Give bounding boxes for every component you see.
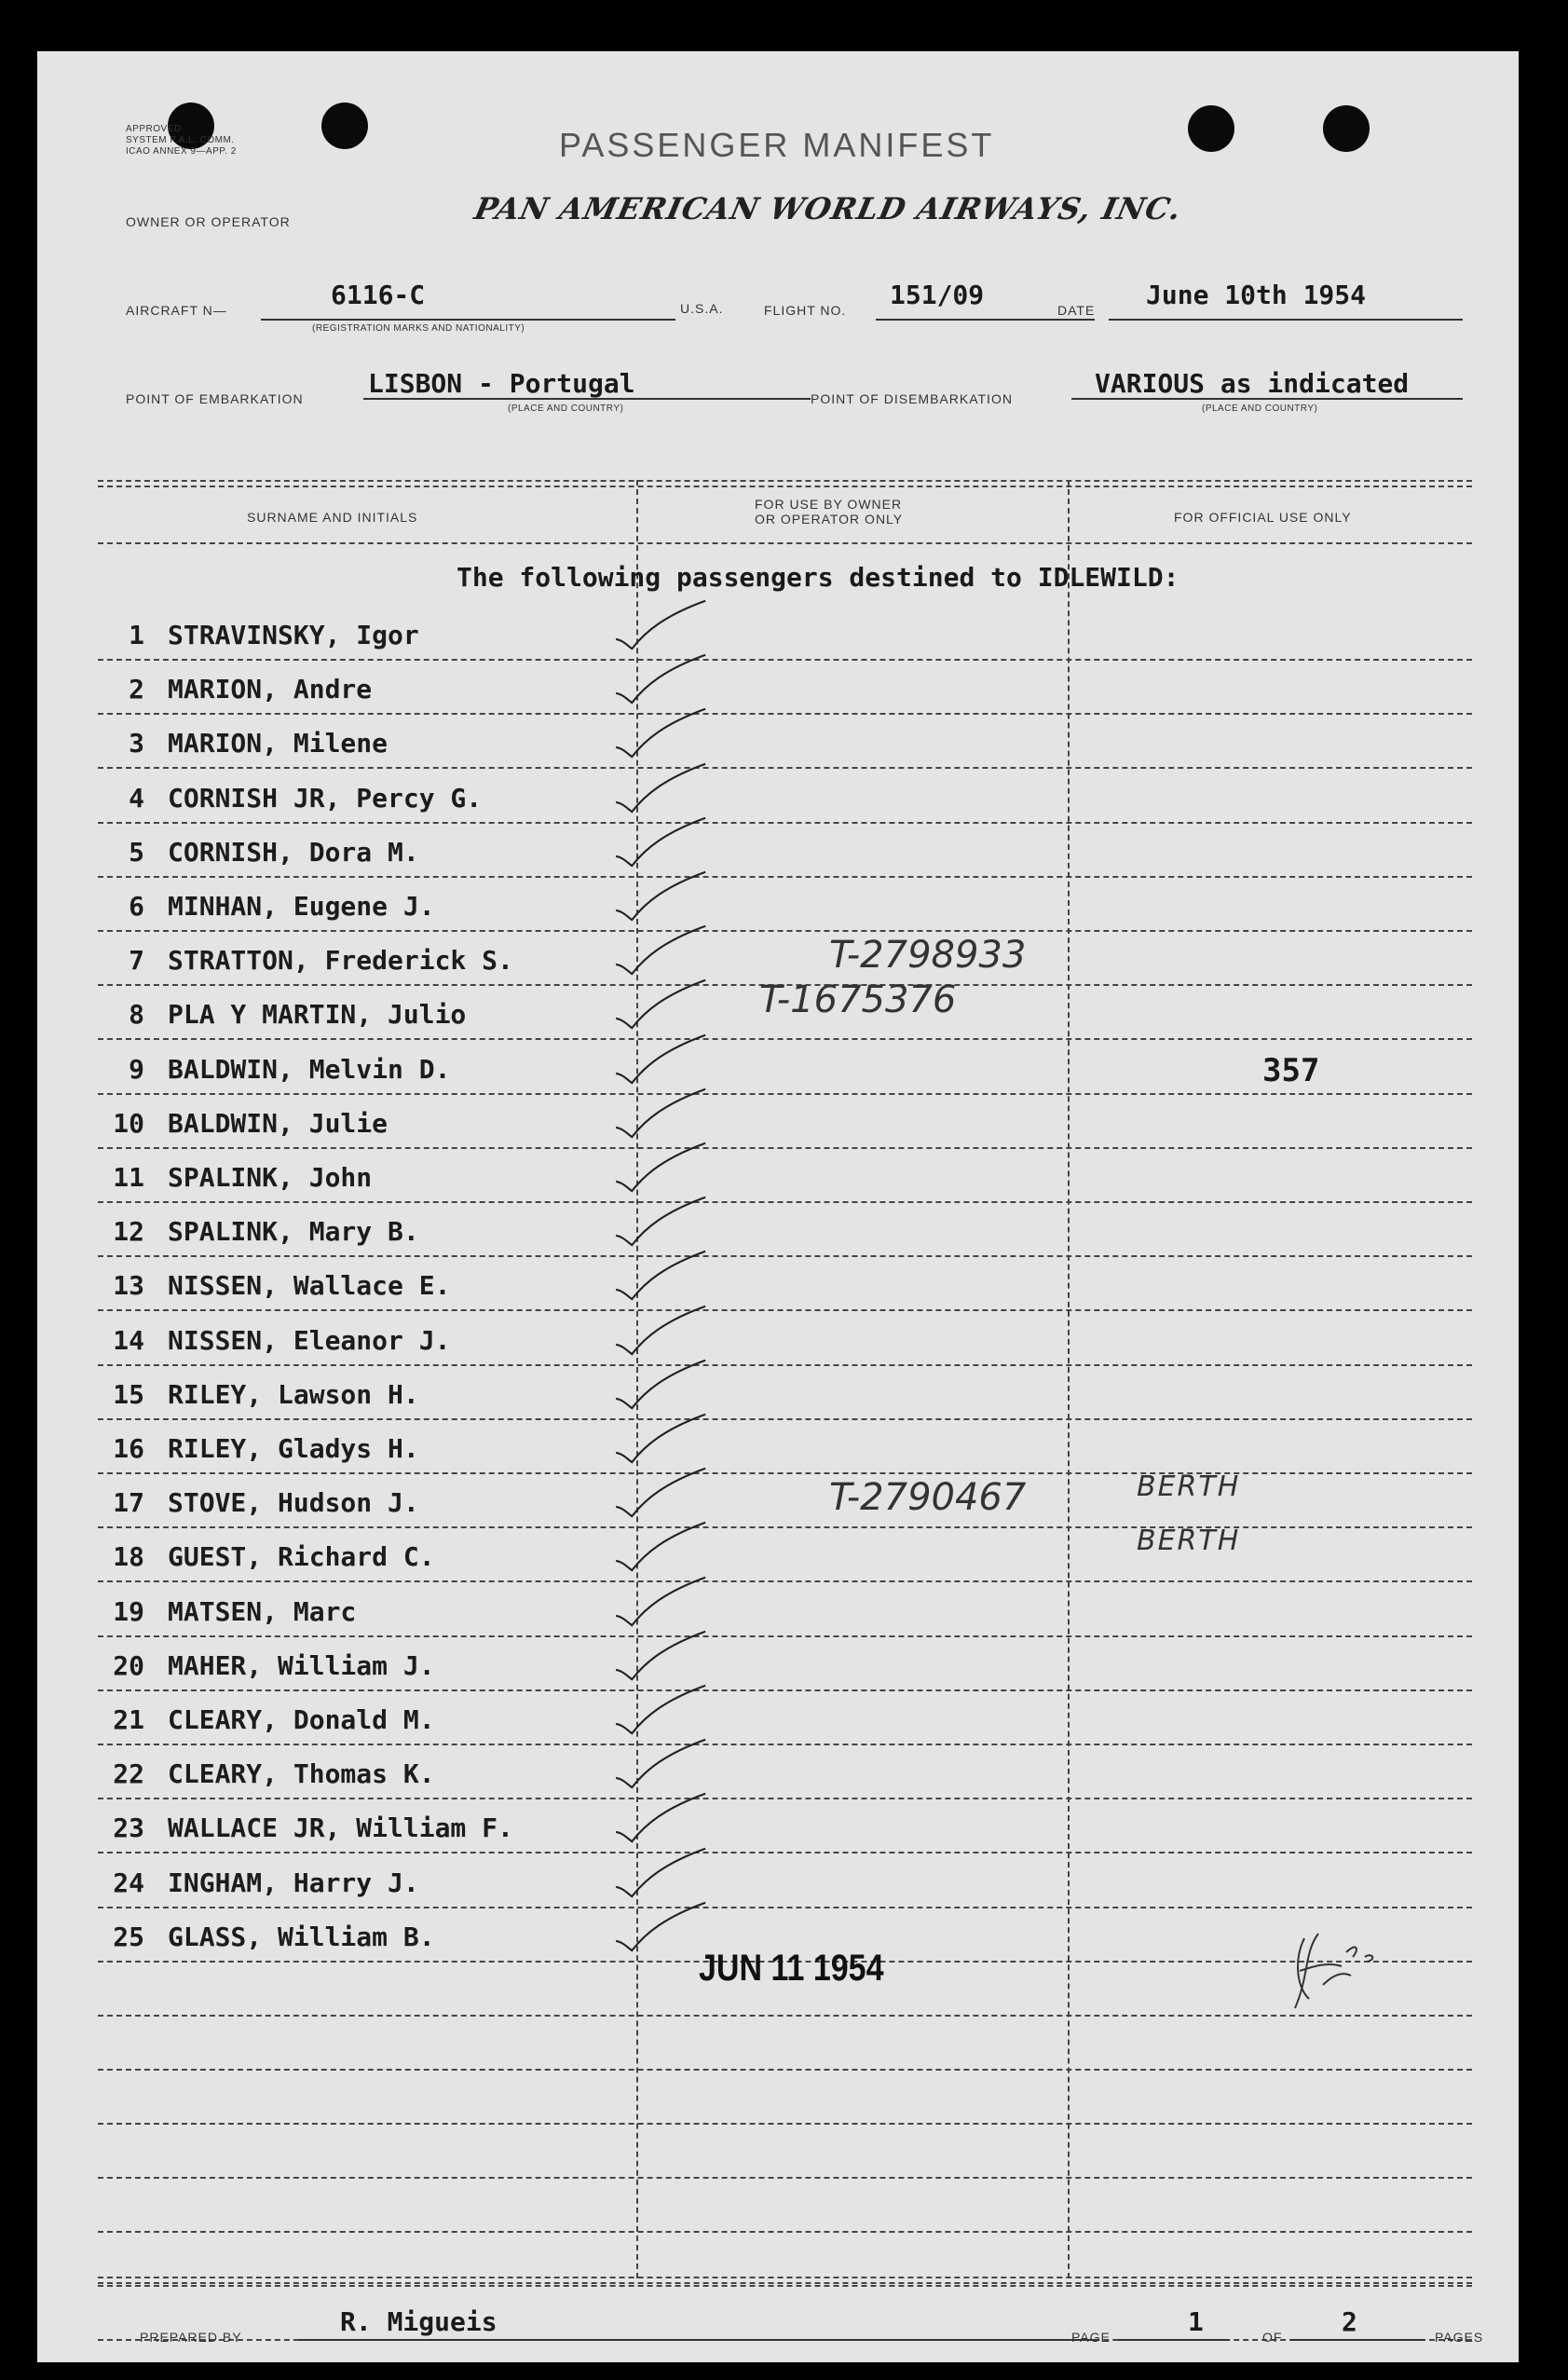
passenger-name: SPALINK, Mary B. (168, 1216, 419, 1247)
row-rule (98, 1744, 1472, 1745)
passenger-row (37, 718, 1519, 773)
passenger-name: BALDWIN, Melvin D. (168, 1054, 451, 1085)
check-mark-icon (606, 924, 717, 980)
passenger-name: MARION, Milene (168, 728, 389, 759)
of-value: 2 (1342, 2306, 1357, 2337)
page-value: 1 (1188, 2306, 1204, 2337)
usa-label: U.S.A. (680, 301, 724, 316)
row-rule (98, 1255, 1472, 1257)
passenger-number: 24 (113, 1867, 144, 1898)
row-rule (98, 659, 1472, 661)
row-rule (98, 1635, 1472, 1637)
check-mark-icon (606, 1413, 717, 1469)
passenger-row (37, 1370, 1519, 1424)
passenger-row (37, 1803, 1519, 1857)
aircraft-label: AIRCRAFT N— (126, 303, 227, 318)
passenger-row (37, 1641, 1519, 1695)
passenger-number: 20 (113, 1650, 144, 1681)
passenger-row (37, 1695, 1519, 1749)
row-rule (98, 1364, 1472, 1366)
flight-label: FLIGHT NO. (764, 303, 847, 318)
passenger-name: CORNISH JR, Percy G. (168, 783, 483, 814)
passenger-number: 22 (113, 1758, 144, 1789)
check-mark-icon (606, 816, 717, 872)
passenger-number: 5 (129, 837, 144, 868)
official-note: 357 (1262, 1052, 1320, 1089)
check-mark-icon (606, 1684, 717, 1740)
passenger-name: MINHAN, Eugene J. (168, 891, 435, 922)
row-rule (98, 1309, 1472, 1311)
passenger-name: RILEY, Lawson H. (168, 1379, 419, 1410)
passenger-row (37, 978, 1519, 1044)
passenger-name: WALLACE JR, William F. (168, 1812, 513, 1843)
passenger-row (37, 1749, 1519, 1803)
check-mark-icon (606, 1196, 717, 1252)
passenger-name: INGHAM, Harry J. (168, 1867, 419, 1898)
check-mark-icon (606, 1250, 717, 1306)
blank-rule (98, 2069, 1472, 2071)
prepared-underline (298, 2339, 1099, 2341)
of-underline (1290, 2339, 1425, 2341)
punch-hole (1188, 105, 1234, 152)
passenger-number: 21 (113, 1704, 144, 1735)
passenger-name: STRATTON, Frederick S. (168, 945, 513, 976)
owner-note: T-2798933 (829, 934, 1027, 977)
row-rule (98, 1798, 1472, 1799)
passenger-row (37, 1587, 1519, 1641)
check-mark-icon (606, 978, 717, 1034)
page-underline (1118, 2339, 1230, 2341)
check-mark-icon (606, 1305, 717, 1361)
owner-value: PAN AMERICAN WORLD AIRWAYS, INC. (470, 191, 1185, 226)
punch-hole (321, 103, 368, 149)
passenger-number: 11 (113, 1162, 144, 1193)
check-mark-icon (606, 1033, 717, 1089)
passenger-number: 17 (113, 1487, 144, 1518)
passenger-number: 8 (129, 999, 144, 1030)
row-rule (98, 1526, 1472, 1528)
passenger-number: 7 (129, 945, 144, 976)
passenger-number: 15 (113, 1379, 144, 1410)
passenger-number: 9 (129, 1054, 144, 1085)
passenger-name: RILEY, Gladys H. (168, 1433, 419, 1464)
check-mark-icon (606, 599, 717, 655)
blank-rule (98, 2015, 1472, 2017)
embarkation-label: POINT OF EMBARKATION (126, 391, 304, 406)
page-title: PASSENGER MANIFEST (559, 126, 995, 164)
passenger-number: 16 (113, 1433, 144, 1464)
check-mark-icon (606, 1142, 717, 1197)
column-header-name: SURNAME AND INITIALS (247, 510, 418, 525)
passenger-name: GUEST, Richard C. (168, 1541, 435, 1572)
check-mark-icon (606, 1359, 717, 1415)
passenger-name: CLEARY, Donald M. (168, 1704, 435, 1735)
row-rule (98, 1201, 1472, 1203)
check-mark-icon (606, 1847, 717, 1903)
row-rule (98, 1907, 1472, 1908)
row-rule (98, 1093, 1472, 1095)
passenger-number: 25 (113, 1922, 144, 1952)
passenger-row (37, 1316, 1519, 1370)
check-mark-icon (606, 707, 717, 763)
row-rule (98, 1038, 1472, 1040)
passenger-row (37, 1424, 1519, 1478)
punch-hole (1323, 105, 1370, 152)
passenger-number: 13 (113, 1270, 144, 1301)
blank-rule (98, 2177, 1472, 2179)
passenger-row (37, 1153, 1519, 1207)
column-header-official: FOR OFFICIAL USE ONLY (1174, 510, 1352, 525)
blank-rule (98, 2231, 1472, 2233)
aircraft-sub: (REGISTRATION MARKS AND NATIONALITY) (312, 323, 525, 334)
check-mark-icon (606, 870, 717, 926)
check-mark-icon (606, 1576, 717, 1632)
approval-line-3: ICAO ANNEX 9—APP. 2 (126, 146, 237, 157)
passenger-name: SPALINK, John (168, 1162, 373, 1193)
row-rule (98, 930, 1472, 932)
table-bottom-rule (98, 2277, 1472, 2278)
table-bottom-rule-2 (98, 2282, 1472, 2284)
table-top-rule (98, 480, 1472, 482)
passenger-number: 3 (129, 728, 144, 759)
row-rule (98, 1147, 1472, 1149)
passenger-row (37, 610, 1519, 664)
passenger-number: 6 (129, 891, 144, 922)
passenger-row (37, 882, 1519, 936)
passenger-number: 12 (113, 1216, 144, 1247)
column-header-owner-2: OR OPERATOR ONLY (755, 512, 904, 527)
manifest-page (37, 51, 1519, 2362)
row-rule (98, 1852, 1472, 1853)
row-rule (98, 1418, 1472, 1420)
destination-note: The following passengers destined to IDLEWILD: (457, 562, 1179, 593)
passenger-row (37, 1207, 1519, 1261)
official-note: BERTH (1137, 1470, 1241, 1503)
passenger-name: MARION, Andre (168, 674, 373, 704)
date-value: June 10th 1954 (1146, 280, 1367, 310)
embarkation-value: LISBON - Portugal (368, 368, 635, 399)
approval-line-1: APPROVED (126, 124, 182, 134)
check-mark-icon (606, 1087, 717, 1143)
row-rule (98, 822, 1472, 824)
passenger-name: PLA Y MARTIN, Julio (168, 999, 467, 1030)
check-mark-icon (606, 1467, 717, 1523)
passenger-number: 14 (113, 1325, 144, 1356)
column-header-owner-1: FOR USE BY OWNER (755, 497, 903, 512)
disembarkation-sub: (PLACE AND COUNTRY) (1202, 404, 1318, 414)
passenger-name: CLEARY, Thomas K. (168, 1758, 435, 1789)
passenger-number: 4 (129, 783, 144, 814)
date-label: DATE (1057, 303, 1096, 318)
passenger-name: CORNISH, Dora M. (168, 837, 419, 868)
table-top-rule-2 (98, 486, 1472, 487)
check-mark-icon (606, 653, 717, 709)
prepared-label: PREPARED BY (140, 2330, 242, 2345)
passenger-number: 10 (113, 1108, 144, 1139)
passenger-name: GLASS, William B. (168, 1922, 435, 1952)
prepared-value: R. Migueis (340, 2306, 498, 2337)
passenger-name: STOVE, Hudson J. (168, 1487, 419, 1518)
official-signature (1267, 1920, 1416, 2022)
check-mark-icon (606, 1792, 717, 1848)
passenger-number: 19 (113, 1596, 144, 1627)
row-rule (98, 1580, 1472, 1582)
passenger-row (37, 1525, 1519, 1586)
passenger-number: 2 (129, 674, 144, 704)
owner-label: OWNER OR OPERATOR (126, 214, 291, 229)
pages-label: PAGES (1435, 2330, 1484, 2345)
official-note: BERTH (1137, 1525, 1241, 1557)
passenger-number: 18 (113, 1541, 144, 1572)
passenger-row (37, 1261, 1519, 1315)
approval-line-2: SYSTEM P.A.L. COMM. (126, 135, 235, 145)
owner-note: T-1675376 (759, 978, 957, 1021)
check-mark-icon (606, 1630, 717, 1686)
passenger-row (37, 773, 1519, 828)
passenger-name: NISSEN, Wallace E. (168, 1270, 451, 1301)
passenger-row (37, 1099, 1519, 1153)
date-underline (1109, 319, 1463, 321)
row-rule (98, 767, 1472, 769)
check-mark-icon (606, 1738, 717, 1794)
embarkation-sub: (PLACE AND COUNTRY) (508, 404, 624, 414)
aircraft-underline (261, 319, 675, 321)
check-mark-icon (606, 1521, 717, 1577)
row-rule (98, 876, 1472, 878)
row-rule (98, 1472, 1472, 1474)
passenger-row (37, 1470, 1519, 1532)
flight-underline (876, 319, 1095, 321)
row-rule (98, 713, 1472, 715)
passenger-name: NISSEN, Eleanor J. (168, 1325, 451, 1356)
of-label: OF (1262, 2330, 1283, 2345)
flight-value: 151/09 (890, 280, 985, 310)
table-header-rule (98, 542, 1472, 544)
passenger-name: STRAVINSKY, Igor (168, 620, 419, 650)
passenger-row (37, 1858, 1519, 1912)
disembarkation-label: POINT OF DISEMBARKATION (811, 391, 1013, 406)
page-label: PAGE (1071, 2330, 1111, 2345)
owner-note: T-2790467 (829, 1476, 1027, 1519)
passenger-row (37, 1045, 1519, 1099)
blank-rule (98, 2285, 1472, 2287)
passenger-row (37, 828, 1519, 882)
passenger-number: 23 (113, 1812, 144, 1843)
disembarkation-value: VARIOUS as indicated (1095, 368, 1410, 399)
passenger-name: BALDWIN, Julie (168, 1108, 389, 1139)
date-stamp: JUN 11 1954 (699, 1948, 884, 1989)
check-mark-icon (606, 762, 717, 818)
passenger-name: MAHER, William J. (168, 1650, 435, 1681)
passenger-number: 1 (129, 620, 144, 650)
blank-rule (98, 2123, 1472, 2125)
passenger-name: MATSEN, Marc (168, 1596, 357, 1627)
row-rule (98, 1689, 1472, 1691)
passenger-row (37, 664, 1519, 718)
aircraft-value: 6116-C (331, 280, 426, 310)
